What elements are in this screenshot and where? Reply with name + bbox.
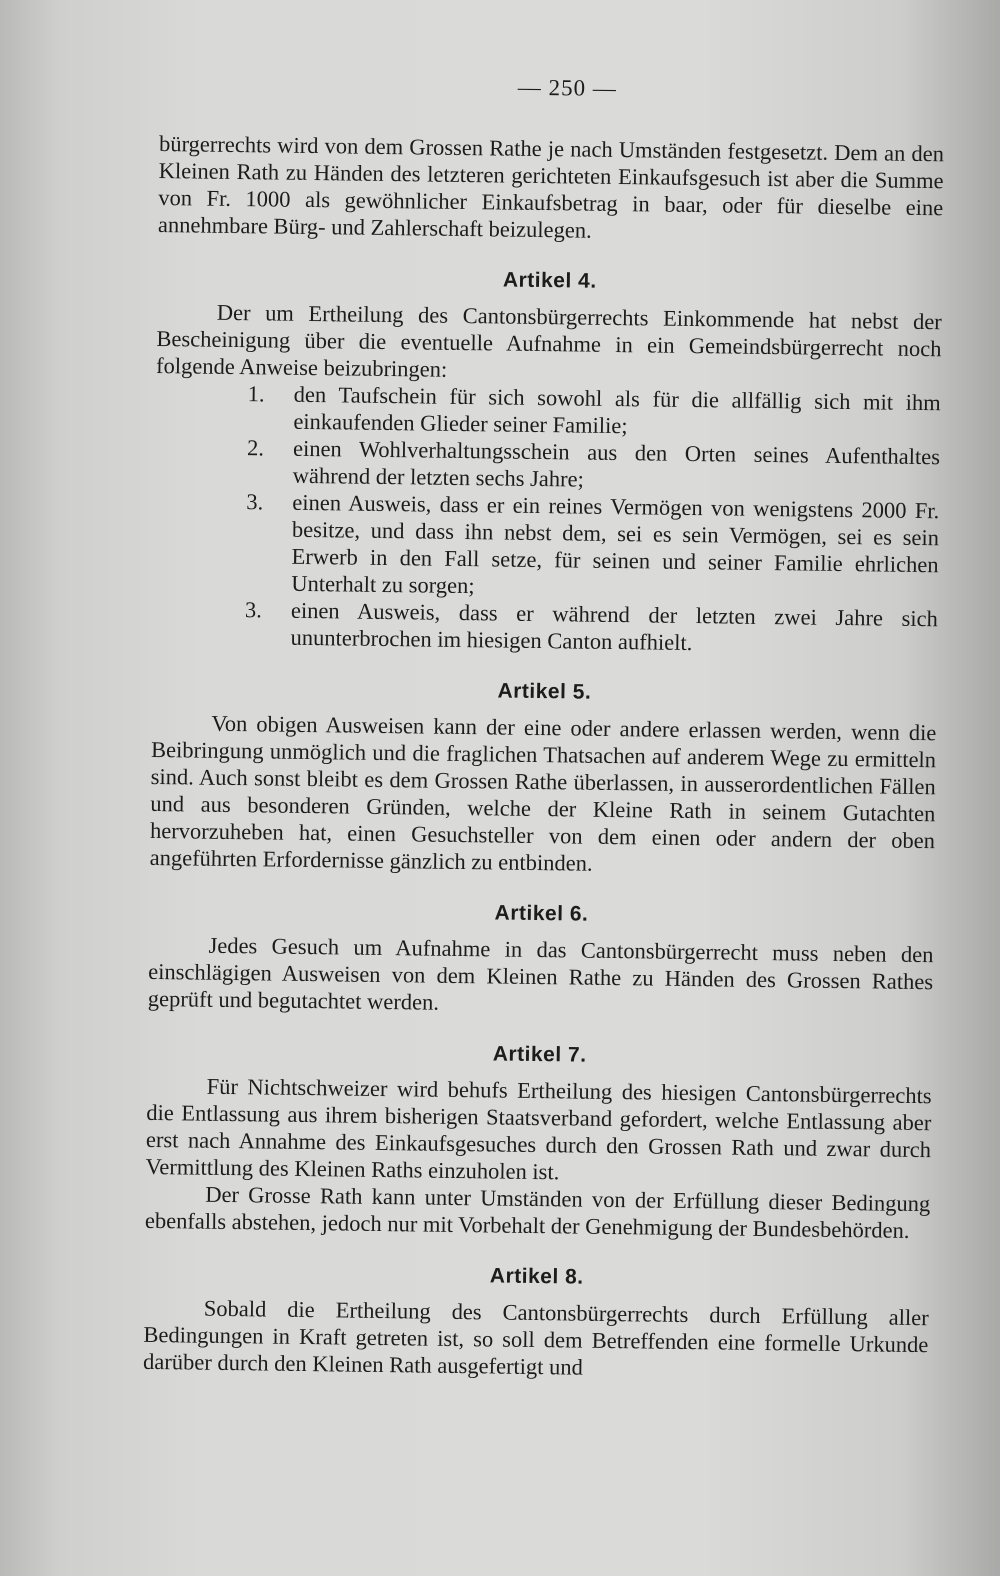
article-7-paragraph-2: Der Grosse Rath kann unter Umständen von der Erfüllung dieser Bedingung ebenfalls abstehen, jedoch nur mit Vorbehalt der Genehmigung der Bundesbehörden. [144,1181,931,1243]
article-6-heading: Artikel 6. [494,901,589,926]
list-item-text: einen Ausweis, dass er während der letzten zwei Jahre sich ununterbrochen im hiesigen Canton aufhielt. [290,597,939,656]
article-8-paragraph: Sobald die Ertheilung des Cantonsbürgerrechts durch Erfüllung aller Bedingungen in Kraft getreten ist, so soll dem Betreffenden eine formelle Urkunde darüber durch den Kleinen Rath ausgefertigt und [142,1295,929,1380]
page-number: — 250 — [517,74,617,101]
list-item-number: 3. [244,597,262,623]
article-4-list [152,379,940,659]
list-item [153,487,939,605]
article-7-paragraph-1: Für Nichtschweizer wird behufs Ertheilung des hiesigen Cantonsbürgerrechts die Entlassung aus ihrem bisherigen Staatsverband gefordert, welche Entlassung aber erst nach Annahme des Einkaufsgesuches durch den Grossen Rath und zwar durch Vermittlung des Kleinen Raths einzuholen ist. [145,1073,932,1185]
list-item-text: einen Wohlverhaltungsschein aus den Orten seines Aufenthaltes während der letzten sechs Jahre; [292,435,941,492]
document-page [143,70,945,1385]
list-item-number: 2. [246,435,265,461]
list-item [152,595,938,659]
list-item-text: einen Ausweis, dass er ein reines Vermögen von wenigstens 2000 Fr. besitze, und dass ihn nebst dem, sei es sein Vermögen, sei es sein Erwerb in den Fall setze, für seinen und seiner Familie ehrlichen Unterhalt zu sorgen; [291,489,940,599]
article-7-heading: Artikel 7. [492,1042,587,1067]
list-item-number: 1. [247,381,265,407]
article-6-paragraph: Jedes Gesuch um Aufnahme in das Cantonsbürgerrecht muss neben den einschlägigen Ausweisen von dem Kleinen Rathe zu Händen des Grossen Rathes geprüft und begutachtet werden. [147,932,934,1015]
article-5-paragraph: Von obigen Ausweisen kann der eine oder andere erlassen werden, wenn die Beibringung unmöglich und die fraglichen Thatsachen auf anderem Wege zu ermitteln sind. Auch sonst bleibt es dem Grossen Rathe überlassen, in ausserordentlichen Fällen und aus besonderen Gründen, welche der Kleine Rath in seinem Gutachten hervorzuheben hat, einen Gesuchsteller von dem einen oder andern der oben angeführten Erfordernisse gänzlich zu entbinden. [149,710,937,876]
intro-paragraph: bürgerrechts wird von dem Grossen Rathe je nach Umständen festgesetzt. Dem an den Kleinen Rath zu Händen des letzteren gerichteten Einkaufsgesuch ist aber die Summe von Fr. 1000 als gewöhnlicher Einkaufsbetrag in baar, oder für dieselbe eine annehmbare Bürg- und Zahlerschaft beizulegen. [157,130,945,243]
article-8-heading: Artikel 8. [489,1264,584,1289]
article-4-paragraph: Der um Ertheilung des Cantonsbürgerrechts Einkommende hat nebst der Bescheinigung über die eventuelle Aufnahme in ein Gemeindsbürgerrecht noch folgende Anweise beizubringen: [155,299,942,382]
article-4-heading: Artikel 4. [502,268,597,293]
list-item-number: 3. [246,489,264,515]
article-5-heading: Artikel 5. [497,679,592,704]
list-item-text: den Taufschein für sich sowohl als für die allfällig sich mit ihm einkaufenden Glieder seiner Familie; [293,381,941,439]
